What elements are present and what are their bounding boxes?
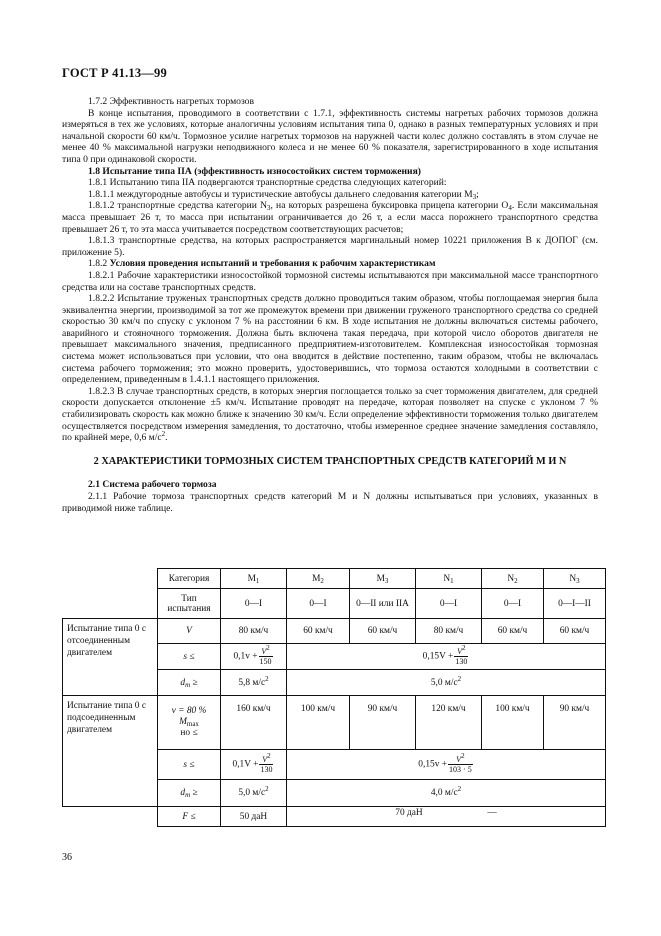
row-type0-engaged-label: Испытание типа 0 с подсоединенным двигателем xyxy=(63,696,158,807)
para-1-8-1-1: 1.8.1.1 междугородные автобусы и туристические автобусы дальнего следования категории $М_3$; xyxy=(88,188,479,201)
cat-m1: $M_1$ xyxy=(221,569,287,589)
section-2-title: 2 ХАРАКТЕРИСТИКИ ТОРМОЗНЫХ СИСТЕМ ТРАНСПОРТНЫХ СРЕДСТВ КАТЕГОРИЙ М И N xyxy=(93,455,567,467)
row-type0-disengaged-label: Испытание типа 0 с отсоединенным двигателем xyxy=(63,619,158,696)
row1-speed-n3: 90 км/ч xyxy=(544,696,606,750)
row0-dm-rest: 5,0 $м/с^2$ xyxy=(287,670,606,696)
row0-s-m1: 0,1v + $\frac{V^2}{150}$ xyxy=(221,644,287,670)
cat-n2: $N_2$ xyxy=(482,569,544,589)
cat-m3: $M_3$ xyxy=(350,569,416,589)
page-number: 36 xyxy=(62,852,72,863)
row1-speed-m3: 90 км/ч xyxy=(350,696,416,750)
document-body xyxy=(62,96,598,514)
document-header: ГОСТ Р 41.13—99 xyxy=(62,66,167,80)
heading-1-8: 1.8 Испытание типа IIА (эффективность износостойких систем торможения) xyxy=(88,165,421,177)
row1-speed-m1: 160 км/ч xyxy=(221,696,287,750)
row0-dm-m1: 5,8 $м/с^2$ xyxy=(221,670,287,696)
category-label: Категория xyxy=(158,569,221,589)
force-m1: 50 даН xyxy=(221,807,287,827)
row0-speed-m3: 60 км/ч xyxy=(350,619,416,644)
row1-dm-m1: 5,0 $м/с^2$ xyxy=(221,780,287,807)
row1-s-m1: 0,1V + $\frac{V^2}{130}$ xyxy=(221,750,287,780)
para-1-8-1-3: 1.8.1.3 транспортные средства, на которых распространяется маргинальный номер 10221 приложения В к ДОПОГ (см. приложение 5). xyxy=(62,235,598,258)
para-1-7-2: 1.7.2 Эффективность нагретых тормозов xyxy=(88,96,254,107)
para-1-8-2: 1.8.2 Условия проведения испытаний и требования к рабочим характеристикам xyxy=(88,258,436,270)
empty-corner-2 xyxy=(63,589,158,619)
force-rest: 70 даН — xyxy=(287,807,606,827)
para-2-1-1: 2.1.1 Рабочие тормоза транспортных средств категорий М и N должны испытываться при условиях, указанных в приводимой ниже таблице. xyxy=(62,491,598,514)
cat-m2: $M_2$ xyxy=(287,569,350,589)
row0-s-rest: 0,15V + $\frac{V^2}{130}$ xyxy=(287,644,606,670)
para-1-8-1-2: 1.8.1.2 транспортные средства категории $N_3$, на которых разрешена буксировка прицепа категории $О_4$. Если максимальная масса превышает 26 т, то масса при испытании ограничивается до 26 т, а если масса порожнего транспортного средства превышает 26 т, то эта масса учитывается посредством соответствующих расчетов; xyxy=(62,200,598,235)
sym-dm: $d_m$ ≥ xyxy=(158,670,221,696)
row1-speed-n2: 100 км/ч xyxy=(482,696,544,750)
type-n3: 0—I—II xyxy=(544,589,606,619)
row0-speed-n3: 60 км/ч xyxy=(544,619,606,644)
cat-n3: $N_3$ xyxy=(544,569,606,589)
type-n2: 0—I xyxy=(482,589,544,619)
sym-F: F ≤ xyxy=(158,807,221,827)
row0-speed-n1: 80 км/ч xyxy=(416,619,482,644)
row0-speed-m2: 60 км/ч xyxy=(287,619,350,644)
row0-speed-m1: 80 км/ч xyxy=(221,619,287,644)
para-heating-test: В конце испытания, проводимого в соответствии с 1.7.1, эффективность системы нагретых рабочих тормозов должна измеряться в тех же условиях, которые аналогичны условиям испытания типа 0, однако в разных температурных условиях и при начальной скорости 60 км/ч. Тормозное усилие нагретых тормозов на наружней части колес должно составлять в этом случае не менее 40 % максимальной нагрузки неподвижного колеса и не менее 60 % показателя, зарегистрированного в ходе испытания типа 0 при одинаковой скорости. xyxy=(62,107,598,165)
row1-speed-m2: 100 км/ч xyxy=(287,696,350,750)
row1-speed-n1: 120 км/ч xyxy=(416,696,482,750)
para-1-8-2-2: 1.8.2.2 Испытание труженых транспортных средств должно проводиться таким образом, чтобы поглощаемая энергия была эквивалентна энергии, производимой за тот же промежуток времени при движении груженого транспортного средства со средней скоростью 30 км/ч по спуску с уклоном 7 % на расстоянии 6 км. В ходе испытания не должны включаться системы рабочего, аварийного и стояночного торможения. Должна быть включена такая передача, при которой число оборотов двигателя не превышает максимального значения, предписанного предприятием-изготовителем. Комплексная износостойкая тормозная система может использоваться при условии, что она вводится в действие постепенно, таким образом, чтобы не включалась система рабочего торможения; это можно проверить, удостоверившись, что тормоза остаются холодными в соответствии с определением, приведенным в 1.4.1.1 настоящего приложения. xyxy=(62,293,598,386)
row0-speed-n2: 60 км/ч xyxy=(482,619,544,644)
sym-s: s ≤ xyxy=(158,644,221,670)
test-conditions-table xyxy=(62,568,606,827)
subsection-2-1: 2.1 Система рабочего тормоза xyxy=(88,479,217,491)
type-m1: 0—I xyxy=(221,589,287,619)
row1-s-rest: 0,15v + $\frac{V^2}{103 \cdot 5}$ xyxy=(287,750,606,780)
type-n1: 0—I xyxy=(416,589,482,619)
empty-corner xyxy=(63,569,158,589)
para-1-8-2-1: 1.8.2.1 Рабочие характеристики износостойкой тормозной системы испытываются при максимальной массе транспортного средства или на составе транспортных средств. xyxy=(62,269,598,293)
para-1-8-2-3: 1.8.2.3 В случае транспортных средств, в которых энергия поглощается только за счет торможения двигателем, для средней скорости допускается отклонение ±5 км/ч. Испытание проводят на передаче, которая позволяет на спуске с уклоном 7 % стабилизировать скорость как можно ближе к значению 30 км/ч. Если определение эффективности торможения только двигателем осуществляется посредством измерения замедления, то достаточно, чтобы измеренное среднее значение замедления составляло, по крайней мере, 0,6 $м/с^2$. xyxy=(62,385,598,444)
sym-s-2: s ≤ xyxy=(158,750,221,780)
type-m2: 0—I xyxy=(287,589,350,619)
type-label: Тип испытания xyxy=(158,589,221,619)
sym-v-80: v = 80 % $M_{max}$ но ≤ xyxy=(158,696,221,750)
sym-V: V xyxy=(158,619,221,644)
empty-force-label xyxy=(63,807,158,827)
type-m3: 0—II или IIA xyxy=(350,589,416,619)
cat-n1: $N_1$ xyxy=(416,569,482,589)
para-1-8-1: 1.8.1 Испытанию типа IIА подвергаются транспортные средства следующих категорий: xyxy=(88,177,447,189)
row1-dm-rest: 4,0 $м/с^2$ xyxy=(287,780,606,807)
sym-dm-2: $d_m$ ≥ xyxy=(158,780,221,807)
